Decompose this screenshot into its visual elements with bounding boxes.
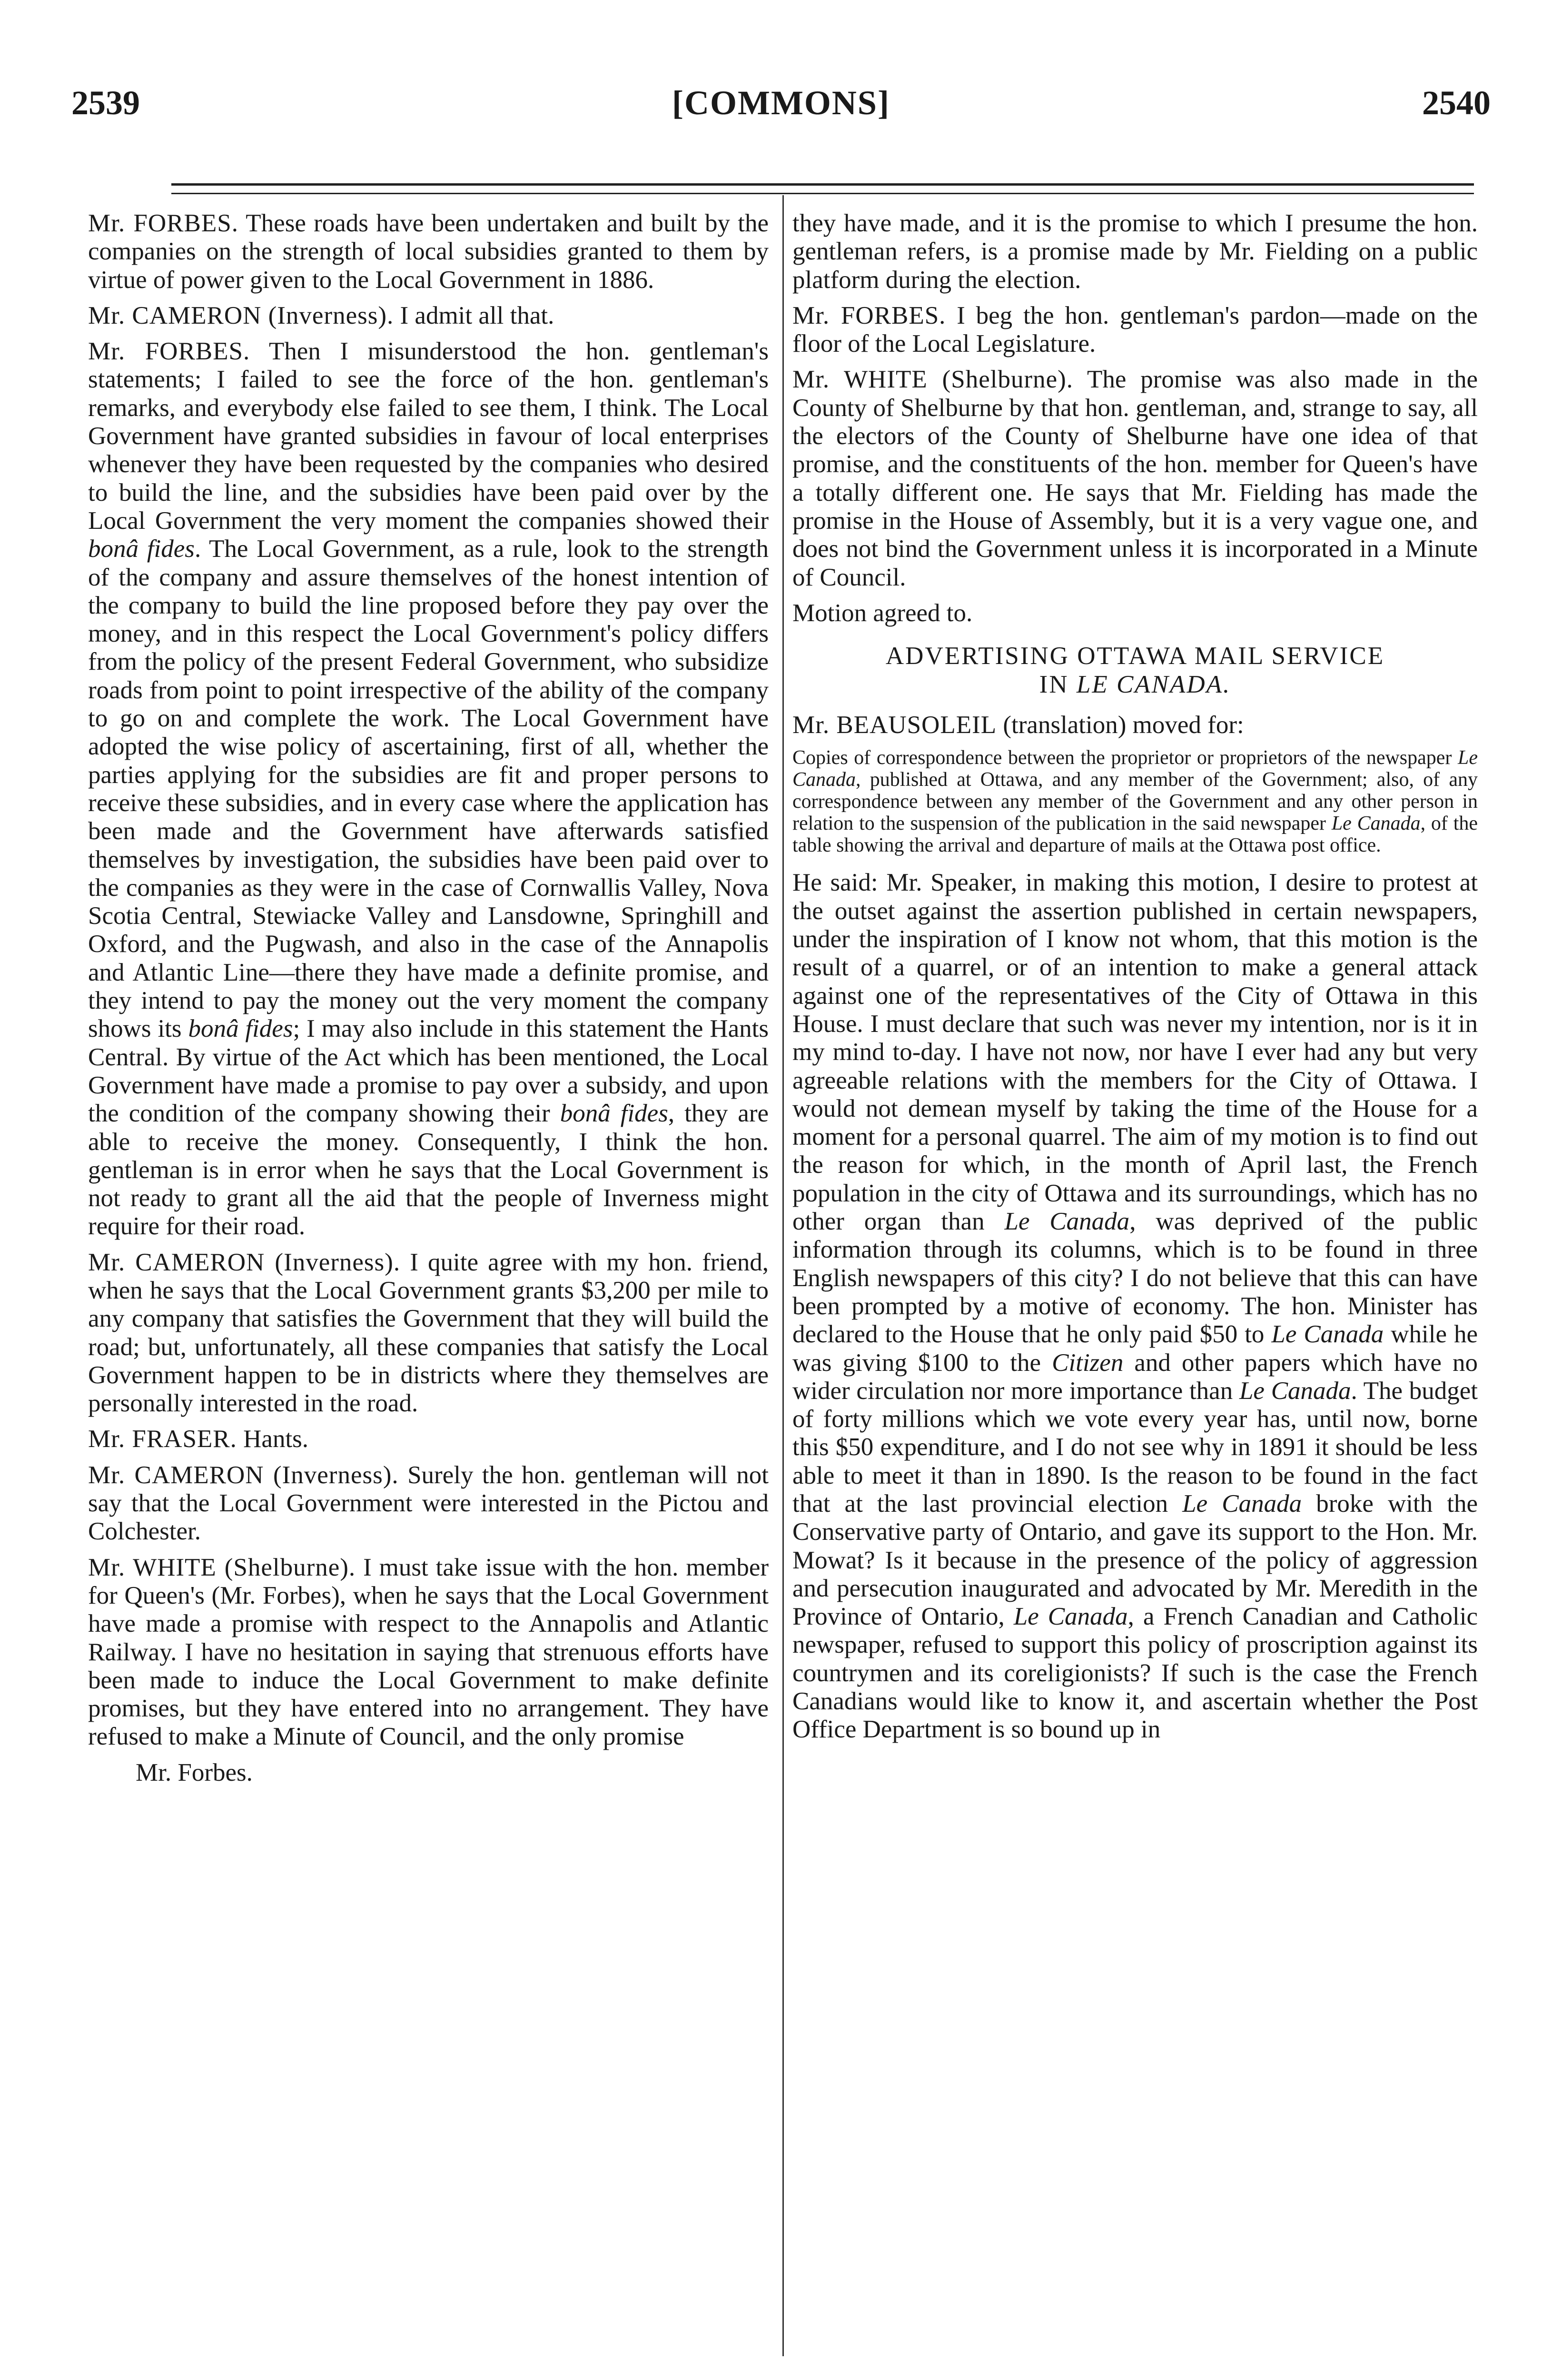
page-title: [COMMONS]: [672, 84, 890, 122]
paragraph-text: , a French Canadian and Catholic newspaper, refused to support this policy of proscription against its countrymen and its coreligionists? If such is the case the French Canadians would like to know it, and ascertain whether the Post Office Department is so bound up in: [792, 1603, 1478, 1744]
paragraph-text: (translation) moved for:: [997, 711, 1244, 739]
speech-paragraph: [792, 869, 1478, 1744]
speaker-name: Mr. CAMERON (Inverness).: [88, 301, 394, 329]
italic-text: Le Canada: [1271, 1320, 1384, 1349]
italic-text: Le Canada: [1004, 1208, 1130, 1236]
italic-text: Le Canada: [792, 747, 1478, 791]
speaker-name: Mr. CAMERON (Inverness).: [88, 1461, 399, 1489]
page-number-right: 2540: [1422, 84, 1491, 122]
page-header: [71, 83, 1491, 140]
paragraph: [792, 711, 1478, 739]
motion-agreed: Motion agreed to.: [792, 599, 973, 627]
paragraph-text: I must take issue with the hon. member for Queen's (Mr. Forbes), when he says that the Local Government have made a promise with respect to the Annapolis and Atlantic Railway. I have no hesitation in saying that strenuous efforts have been made to induce the Local Government to make definite promises, but they have entered into no arrangement. They have refused to make a Minute of Council, and the only promise: [88, 1553, 769, 1751]
paragraph-text: while he was giving $100 to the: [792, 1320, 1478, 1377]
heading-text: IN: [1039, 671, 1077, 699]
header-rule-top: [171, 183, 1474, 186]
italic-text: bonâ fides: [188, 1015, 293, 1043]
paragraph-text: I beg the hon. gentleman's pardon—made on the floor of the Local Legislature.: [792, 301, 1478, 358]
paragraph-text: . The budget of forty millions which we vote every year has, until now, borne this $50 expenditure, and I do not see why in 1891 it should be less able to meet it than in 1890. Is the reason to be found in the fact that at the last provincial election: [792, 1377, 1478, 1517]
paragraph: [88, 337, 769, 1241]
paragraph-text: Hants.: [237, 1425, 309, 1453]
motion-text: [792, 747, 1478, 856]
heading-line: [792, 670, 1478, 699]
paragraph-text: The promise was also made in the County of Shelburne by that hon. gentleman, and, strange to say, all the electors of the County of Shelburne have one idea of that promise, and the constituents of the hon. member for Queen's have a totally different one. He says that Mr. Fielding has made the promise in the House of Assembly, but it is a very vague one, and does not bind the Government unless it is incorporated in a Minute of Council.: [792, 366, 1478, 591]
paragraph: [88, 1461, 769, 1546]
paragraph: [88, 1249, 769, 1418]
speaker-name: Mr. WHITE (Shelburne).: [88, 1553, 356, 1581]
paragraph: [88, 1554, 769, 1751]
header-rule-bottom: [171, 193, 1474, 194]
paragraph: [792, 366, 1478, 591]
paragraph-text: Surely the hon. gentleman will not say that the Local Government were interested in the Pictou and Colchester.: [88, 1461, 769, 1546]
paragraph: [88, 209, 769, 294]
speaker-name: Mr. FORBES.: [88, 337, 250, 366]
paragraph: [88, 1425, 769, 1453]
page-number-left: 2539: [71, 84, 140, 122]
speaker-name: Mr. WHITE (Shelburne).: [792, 366, 1074, 394]
paragraph: [792, 302, 1478, 358]
paragraph-text: He said: Mr. Speaker, in making this motion, I desire to protest at the outset against the assertion published in certain newspapers, under the inspiration of I know not whom, that this motion is the result of a quarrel, or of an intention to make a general attack against one of the representatives of the City of Ottawa in this House. I must declare that such was never my intention, nor is it in my mind to-day. I have not now, nor have I ever had any but very agreeable relations with the members for the City of Ottawa. I would not demean myself by taking the time of the House for a moment for a personal quarrel. The aim of my motion is to find out the reason for which, in the month of April last, the French population in the city of Ottawa and its surroundings, which has no other organ than: [792, 869, 1478, 1236]
paragraph-text: , they are able to receive the money. Consequently, I think the hon. gentleman is in error when he says that the Local Government is not ready to grant all the aid that the people of Inverness might require for their road.: [88, 1100, 769, 1240]
section-heading: [792, 642, 1478, 699]
heading-line: ADVERTISING OTTAWA MAIL SERVICE: [885, 642, 1385, 670]
footer-catchword: Mr. Forbes.: [136, 1758, 253, 1786]
motion-text-part: , published at Ottawa, and any member of the Government; also, of any correspondence between any member of the Government and any other person in relation to the suspension of the publication in the said newspaper: [792, 769, 1478, 835]
motion-text-part: , of the table showing the arrival and departure of mails at the Ottawa post office.: [792, 813, 1478, 857]
paragraph-text: ; I may also include in this statement the Hants Central. By virtue of the Act which has been mentioned, the Local Government have made a promise to pay over a subsidy, and upon the condition of the company showing their: [88, 1015, 769, 1128]
speaker-name: Mr. BEAUSOLEIL: [792, 711, 997, 739]
paragraph-text: These roads have been undertaken and built by the companies on the strength of local subsidies granted to them by virtue of power given to the Local Government in 1886.: [88, 209, 769, 294]
italic-text: bonâ fides: [88, 535, 195, 563]
paragraph-text: , was deprived of the public information through its columns, which is to be found in three English newspapers of this city? I do not believe that this can have been prompted by a motive of economy. The hon. Minister has declared to the House that he only paid $50 to: [792, 1208, 1478, 1349]
speaker-name: Mr. FORBES.: [792, 301, 946, 329]
paragraph: they have made, and it is the promise to which I presume the hon. gentleman refers, is a promise made by Mr. Fielding on a public platform during the election.: [792, 209, 1478, 294]
paragraph: [88, 302, 769, 330]
italic-text: Citizen: [1052, 1349, 1124, 1377]
paragraph-text: . The Local Government, as a rule, look to the strength of the company and assure themselves of the honest intention of the company to build the line proposed before they pay over the money, and in this respect the Local Government's policy differs from the policy of the present Federal Government, who subsidize roads from point to point irrespective of the ability of the company to go on and complete the work. The Local Government have adopted the wise policy of ascertaining, first of all, whether the parties applying for the subsidies are fit and proper persons to receive these subsidies, and in every case where the application has been made and the Government have afterwards satisfied themselves by investigation, the subsidies have been paid over to the companies as they were in the case of Cornwallis Valley, Nova Scotia Central, Stewiacke Valley and Lansdowne, Springhill and Oxford, and the Pugwash, and also in the case of the Annapolis and Atlantic Line—there they have made a definite promise, and they intend to pay the money out the very moment the company shows its: [88, 535, 769, 1043]
italic-text: Le Canada: [1182, 1489, 1302, 1517]
speaker-name: Mr. FRASER.: [88, 1425, 237, 1453]
italic-text: Le Canada: [1239, 1377, 1351, 1405]
motion-text-part: Copies of correspondence between the proprietor or proprietors of the newspaper: [792, 747, 1458, 769]
right-column: [792, 209, 1478, 1752]
paragraph-text: I quite agree with my hon. friend, when he says that the Local Government grants $3,200 per mile to any company that satisfies the Government that they will build the road; but, unfortunately, all these companies that satisfy the Local Government happen to be in districts where they themselves are personally interested in the road.: [88, 1248, 769, 1418]
italic-text: Le Canada: [1013, 1603, 1128, 1631]
column-divider: [782, 195, 784, 2356]
heading-italic: LE CANADA.: [1076, 671, 1231, 699]
paragraph-text: Then I misunderstood the hon. gentleman's statements; I failed to see the force of the hon. gentleman's remarks, and everybody else failed to see them, I think. The Local Government have granted subsidies in favour of local enterprises whenever they have been requested by the companies who desired to build the line, and the subsidies have been paid over by the Local Government the very moment the companies showed their: [88, 337, 769, 535]
speaker-name: Mr. CAMERON (Inverness).: [88, 1248, 401, 1276]
left-column: [88, 209, 769, 1787]
paragraph-text: and other papers which have no wider circulation nor more importance than: [792, 1349, 1478, 1405]
italic-text: Le Canada: [1331, 813, 1421, 835]
italic-text: bonâ fides: [560, 1100, 668, 1128]
paragraph-text: I admit all that.: [394, 301, 554, 329]
speaker-name: Mr. FORBES.: [88, 209, 238, 237]
paragraph-text: broke with the Conservative party of Ontario, and gave its support to the Hon. Mr. Mowat? Is it because in the presence of the policy of aggression and persecution inaugurated and advocated by Mr. Meredith in the Province of Ontario,: [792, 1489, 1478, 1631]
